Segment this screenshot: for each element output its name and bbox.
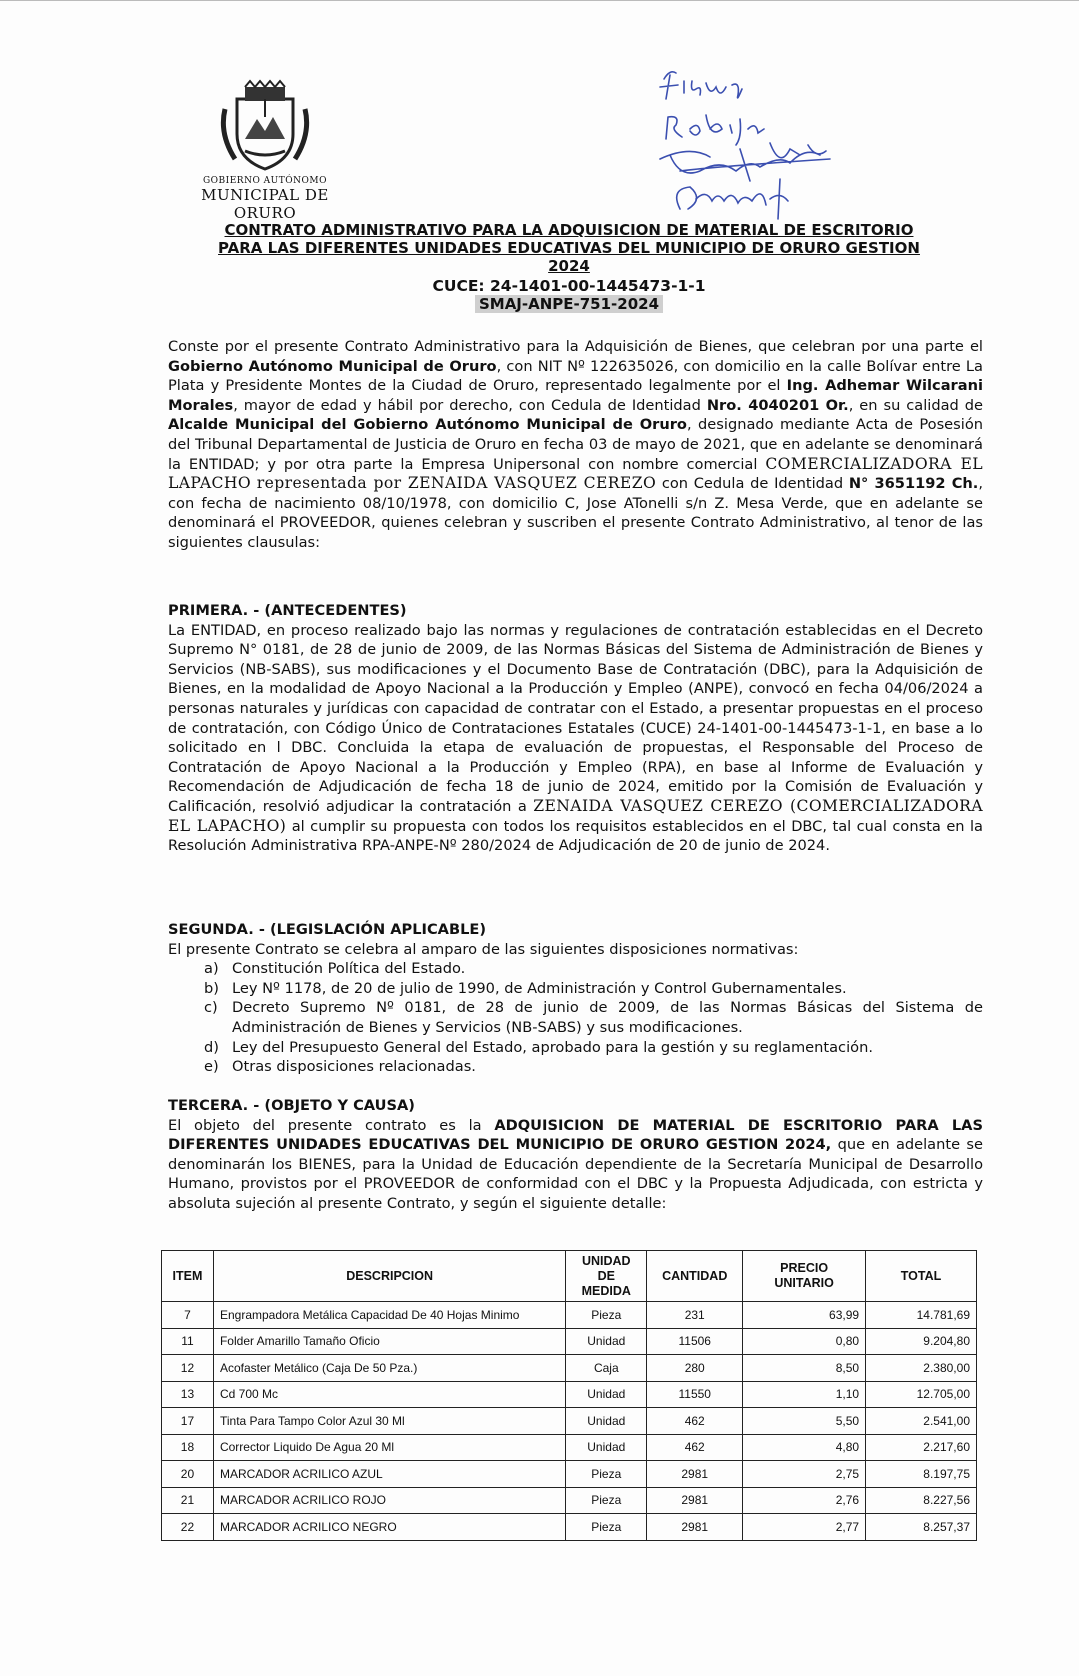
cell-quantity: 280	[647, 1355, 743, 1382]
intro-text-7: , con fecha de nacimiento 08/10/1978, con domicilio C, Jose ATonelli s/n Z. Mesa Verde, que en adelante se denominará el PROVEEDOR, quienes celebran y suscriben el presente Contrato Administrativo, al tenor de las siguientes clausulas:	[168, 475, 983, 551]
cell-total: 2.541,00	[866, 1408, 977, 1435]
cell-total: 9.204,80	[866, 1328, 977, 1355]
clause-tercera-text-2: que en adelante se denominarán los BIENES, para la Unidad de Educación dependiente de la Secretaría Municipal de Desarrollo Humano, provistos por el PROVEEDOR de conformidad con el DBC y la Propuesta Adjudicada, con estricta y absoluta sujeción al presente Contrato, y según el siguiente detalle:	[168, 1136, 983, 1212]
table-row	[162, 1434, 977, 1461]
cell-description: MARCADOR ACRILICO NEGRO	[213, 1514, 565, 1541]
cell-item: 12	[162, 1355, 214, 1382]
municipal-logo	[170, 79, 360, 222]
intro-text-6: con Cedula de Identidad	[656, 475, 849, 493]
intro-paragraph	[168, 337, 983, 553]
list-item-key: b)	[204, 979, 219, 997]
cell-description: Acofaster Metálico (Caja De 50 Pza.)	[213, 1355, 565, 1382]
list-item-key: e)	[204, 1058, 219, 1076]
intro-provider-id: N° 3651192 Ch.	[848, 475, 979, 493]
cell-description: Engrampadora Metálica Capacidad De 40 Hojas Minimo	[213, 1302, 565, 1329]
cell-unit: Unidad	[566, 1408, 647, 1435]
cell-quantity: 462	[647, 1408, 743, 1435]
cell-unit: Caja	[566, 1355, 647, 1382]
list-item	[204, 1057, 983, 1077]
cell-total: 8.197,75	[866, 1461, 977, 1488]
clause-primera	[168, 601, 983, 856]
list-item-text: Decreto Supremo Nº 0181, de 28 de junio de 2009, de las Normas Básicas del Sistema de Administración de Bienes y Servicios (NB-SABS) y sus modificaciones.	[232, 999, 983, 1036]
reference-code: SMAJ-ANPE-751-2024	[475, 295, 663, 313]
clause-segunda	[168, 920, 983, 1077]
table-row	[162, 1355, 977, 1382]
cell-unit: Unidad	[566, 1381, 647, 1408]
intro-text-1: Conste por el presente Contrato Administrativo para la Adquisición de Bienes, que celebran por una parte el	[168, 338, 983, 355]
cell-unit: Pieza	[566, 1302, 647, 1329]
list-item	[204, 959, 983, 979]
intro-text-5: , designado mediante Acta de Posesión del Tribunal Departamental de Justicia de Oruro en fecha 03 de mayo de 2021, que en adelante se denominará la ENTIDAD; y por otra parte la Empresa Unipersonal con nombre comercial	[168, 416, 983, 473]
list-item-key: c)	[204, 999, 218, 1017]
intro-text-2: , con NIT Nº 122635026, con domicilio en la calle Bolívar entre La Plata y Presidente Montes de la Ciudad de Oruro, representado legalmente por el	[168, 357, 983, 395]
cell-description: Corrector Liquido De Agua 20 Ml	[213, 1434, 565, 1461]
cell-description: Folder Amarillo Tamaño Oficio	[213, 1328, 565, 1355]
table-row	[162, 1487, 977, 1514]
cell-unit: Pieza	[566, 1514, 647, 1541]
intro-provider-name: representada por ZENAIDA VASQUEZ CEREZO	[256, 474, 657, 493]
list-item-text: Ley Nº 1178, de 20 de julio de 1990, de Administración y Control Gubernamentales.	[232, 979, 847, 997]
cell-unit: Pieza	[566, 1461, 647, 1488]
cell-item: 7	[162, 1302, 214, 1329]
cell-total: 2.380,00	[866, 1355, 977, 1382]
cell-unit-price: 2,77	[743, 1514, 866, 1541]
cell-item: 20	[162, 1461, 214, 1488]
cell-quantity: 2981	[647, 1514, 743, 1541]
table-row	[162, 1461, 977, 1488]
cell-total: 12.705,00	[866, 1381, 977, 1408]
cell-quantity: 11506	[647, 1328, 743, 1355]
clause-primera-heading: PRIMERA. - (ANTECEDENTES)	[168, 602, 407, 619]
col-header-item: ITEM	[162, 1251, 214, 1302]
col-header-unit: UNIDAD DE MEDIDA	[566, 1251, 647, 1302]
clause-primera-text-1: La ENTIDAD, en proceso realizado bajo las normas y regulaciones de contratación establecidas en el Decreto Supremo N° 0181, de 28 de junio de 2009, de las Normas Básicas del Sistema de Administración de Bienes y Servicios (NB-SABS), sus modificaciones y el Documento Base de Contratación (DBC), para la Adquisición de Bienes, en la modalidad de Apoyo Nacional a la Producción y Empleo (ANPE), convocó en fecha 04/06/2024 a personas naturales y jurídicas con capacidad de contratar con el Estado, a presentar propuestas en el proceso de contratación, con Código Único de Contrataciones Estatales (CUCE) 24-1401-00-1445473-1-1, en base a lo solicitado en l DBC. Concluida la etapa de evaluación de propuestas, el Responsable del Proceso de Contratación de Apoyo Nacional a la Producción y Empleo (RPA), en base al Informe de Evaluación y Recomendación de Adjudicación de fecha 18 de junio de 2024, emitido por la Comisión de Evaluación y Calificación, resolvió adjudicar la contratación a	[168, 621, 983, 815]
list-item	[204, 998, 983, 1037]
cell-quantity: 462	[647, 1434, 743, 1461]
cell-total: 14.781,69	[866, 1302, 977, 1329]
cell-item: 22	[162, 1514, 214, 1541]
cell-quantity: 2981	[647, 1487, 743, 1514]
table-row	[162, 1514, 977, 1541]
handwritten-signature	[640, 59, 870, 229]
list-item	[204, 1038, 983, 1058]
cell-description: Tinta Para Tampo Color Azul 30 Ml	[213, 1408, 565, 1435]
list-item-text: Constitución Política del Estado.	[232, 960, 466, 978]
contract-title	[160, 221, 978, 313]
intro-text-3: , mayor de edad y hábil por derecho, con Cedula de Identidad	[233, 396, 707, 414]
col-header-description: DESCRIPCION	[213, 1251, 565, 1302]
cell-unit-price: 2,76	[743, 1487, 866, 1514]
clause-tercera-object: ADQUISICION DE MATERIAL DE ESCRITORIO PARA LAS DIFERENTES UNIDADES EDUCATIVAS DEL MUNICIPIO DE ORURO GESTION 2024,	[168, 1116, 983, 1154]
intro-entity-name: Gobierno Autónomo Municipal de Oruro	[168, 357, 497, 375]
table-row	[162, 1381, 977, 1408]
cell-unit-price: 0,80	[743, 1328, 866, 1355]
cell-description: MARCADOR ACRILICO AZUL	[213, 1461, 565, 1488]
list-item	[204, 979, 983, 999]
list-item-key: a)	[204, 960, 219, 978]
col-header-total: TOTAL	[866, 1251, 977, 1302]
cell-unit: Unidad	[566, 1328, 647, 1355]
cell-quantity: 11550	[647, 1381, 743, 1408]
clause-primera-text-2: al cumplir su propuesta con todos los requisitos establecidos en el DBC, tal cual consta en la Resolución Administrativa RPA-ANPE-Nº 280/2024 de Adjudicación de 20 de junio de 2024.	[168, 817, 984, 855]
intro-representative-name: Ing. Adhemar Wilcarani Morales	[168, 377, 983, 414]
cell-total: 8.257,37	[866, 1514, 977, 1541]
cell-description: Cd 700 Mc	[213, 1381, 565, 1408]
cell-unit-price: 4,80	[743, 1434, 866, 1461]
cell-description: MARCADOR ACRILICO ROJO	[213, 1487, 565, 1514]
intro-company-name: COMERCIALIZADORA EL LAPACHO	[168, 454, 983, 493]
coat-of-arms-icon	[215, 79, 315, 174]
cell-unit: Unidad	[566, 1434, 647, 1461]
intro-representative-role: Alcalde Municipal del Gobierno Autónomo Municipal de Oruro	[168, 416, 687, 434]
cell-unit-price: 5,50	[743, 1408, 866, 1435]
cell-quantity: 2981	[647, 1461, 743, 1488]
cell-unit-price: 63,99	[743, 1302, 866, 1329]
col-header-unit-price: PRECIO UNITARIO	[743, 1251, 866, 1302]
clause-tercera-text-1: El objeto del presente contrato es la	[168, 1116, 495, 1134]
title-line3: 2024	[548, 257, 590, 275]
cell-total: 2.217,60	[866, 1434, 977, 1461]
table-row	[162, 1408, 977, 1435]
cell-item: 13	[162, 1381, 214, 1408]
cuce-code: CUCE: 24-1401-00-1445473-1-1	[432, 277, 706, 295]
clause-segunda-intro: El presente Contrato se celebra al amparo de las siguientes disposiciones normativas:	[168, 940, 799, 958]
org-line1: GOBIERNO AUTÓNOMO	[202, 176, 327, 186]
org-line2: MUNICIPAL DE ORURO	[201, 186, 329, 222]
table-header-row	[162, 1251, 977, 1302]
cell-unit: Pieza	[566, 1487, 647, 1514]
intro-representative-id: Nro. 4040201 Or.	[706, 396, 849, 414]
list-item-text: Otras disposiciones relacionadas.	[232, 1058, 476, 1076]
cell-unit-price: 8,50	[743, 1355, 866, 1382]
cell-item: 11	[162, 1328, 214, 1355]
legislation-list	[168, 959, 983, 1077]
clause-tercera-heading: TERCERA. - (OBJETO Y CAUSA)	[168, 1097, 415, 1114]
clause-tercera	[168, 1096, 983, 1214]
clause-segunda-heading: SEGUNDA. - (LEGISLACIÓN APLICABLE)	[168, 921, 487, 938]
intro-text-4: , en su calidad de	[848, 396, 983, 414]
title-line1: CONTRATO ADMINISTRATIVO PARA LA ADQUISICION DE MATERIAL DE ESCRITORIO	[224, 221, 914, 239]
cell-item: 17	[162, 1408, 214, 1435]
cell-item: 21	[162, 1487, 214, 1514]
clause-primera-awardee: ZENAIDA VASQUEZ CEREZO (COMERCIALIZADORA EL LAPACHO)	[168, 796, 983, 835]
col-header-quantity: CANTIDAD	[647, 1251, 743, 1302]
cell-total: 8.227,56	[866, 1487, 977, 1514]
cell-unit-price: 2,75	[743, 1461, 866, 1488]
table-row	[162, 1302, 977, 1329]
cell-quantity: 231	[647, 1302, 743, 1329]
cell-unit-price: 1,10	[743, 1381, 866, 1408]
items-table	[161, 1250, 977, 1541]
list-item-key: d)	[204, 1038, 219, 1056]
cell-item: 18	[162, 1434, 214, 1461]
table-row	[162, 1328, 977, 1355]
title-line2: PARA LAS DIFERENTES UNIDADES EDUCATIVAS DEL MUNICIPIO DE ORURO GESTION	[218, 239, 920, 257]
list-item-text: Ley del Presupuesto General del Estado, aprobado para la gestión y su reglamentación.	[232, 1038, 873, 1056]
